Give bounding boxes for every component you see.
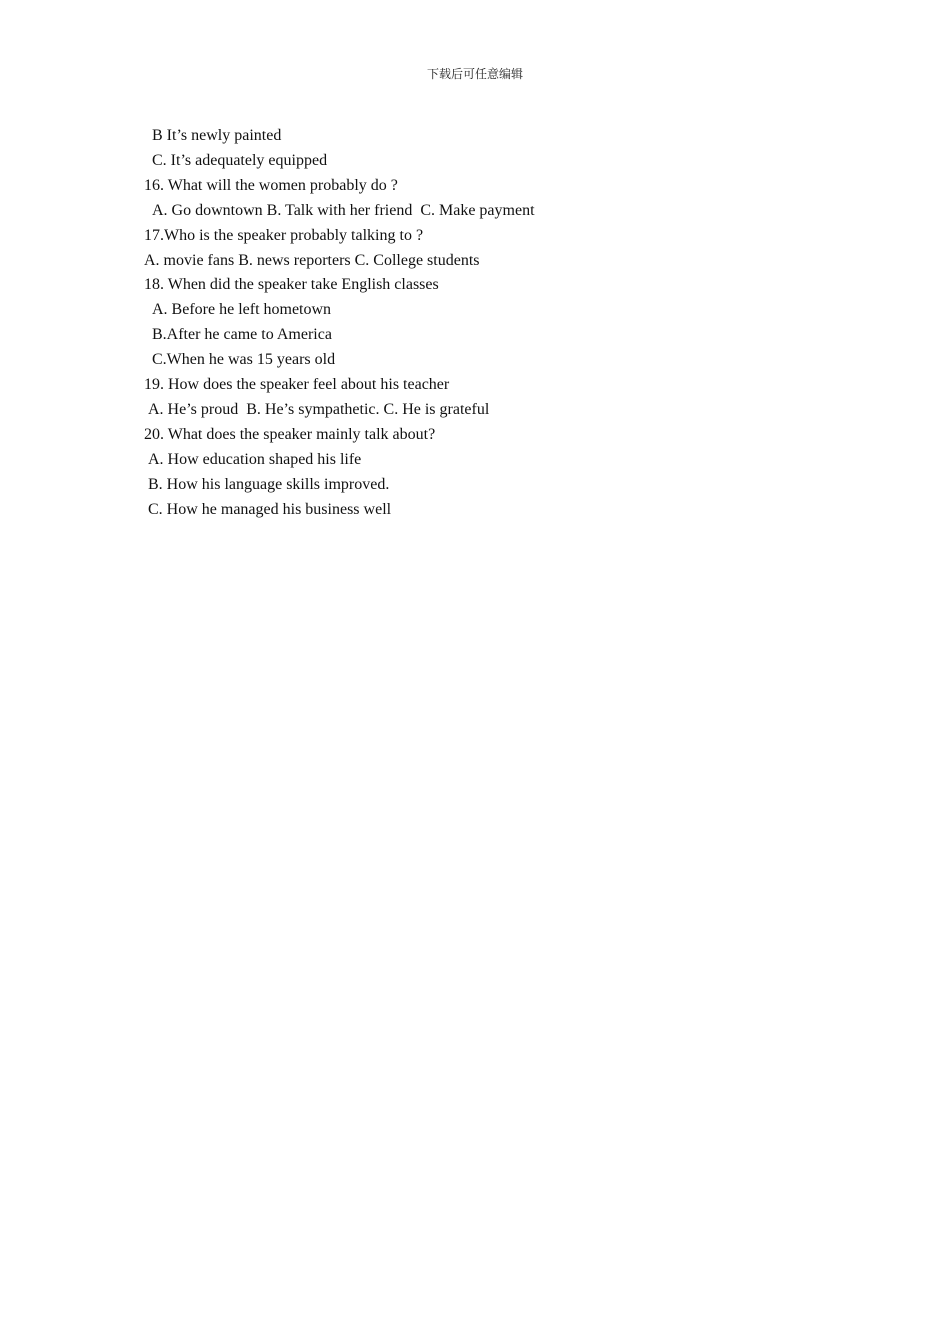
option-line: A. Before he left hometown: [152, 301, 332, 319]
question-line: 19. How does the speaker feel about his teacher: [144, 376, 450, 394]
question-line: 17.Who is the speaker probably talking to ?: [144, 226, 424, 244]
page-header: 下载后可任意编辑: [426, 67, 523, 81]
option-line: C. How he managed his business well: [148, 500, 392, 518]
question-line: 20. What does the speaker mainly talk about?: [144, 425, 436, 443]
option-line: B. How his language skills improved.: [148, 475, 390, 493]
option-line: A. Go downtown B. Talk with her friend C. Make payment: [152, 201, 535, 219]
option-line: A. movie fans B. news reporters C. College students: [144, 251, 480, 269]
option-line: C.When he was 15 years old: [152, 351, 336, 369]
option-line: B It’s newly painted: [152, 127, 282, 144]
question-line: 18. When did the speaker take English classes: [144, 276, 439, 294]
document-body: [144, 124, 844, 523]
option-line: C. It’s adequately equipped: [152, 151, 328, 169]
option-line: B.After he came to America: [152, 326, 332, 344]
option-line: A. He’s proud B. He’s sympathetic. C. He is grateful: [148, 400, 490, 418]
question-line: 16. What will the women probably do ?: [144, 176, 398, 194]
option-line: A. How education shaped his life: [148, 450, 362, 468]
